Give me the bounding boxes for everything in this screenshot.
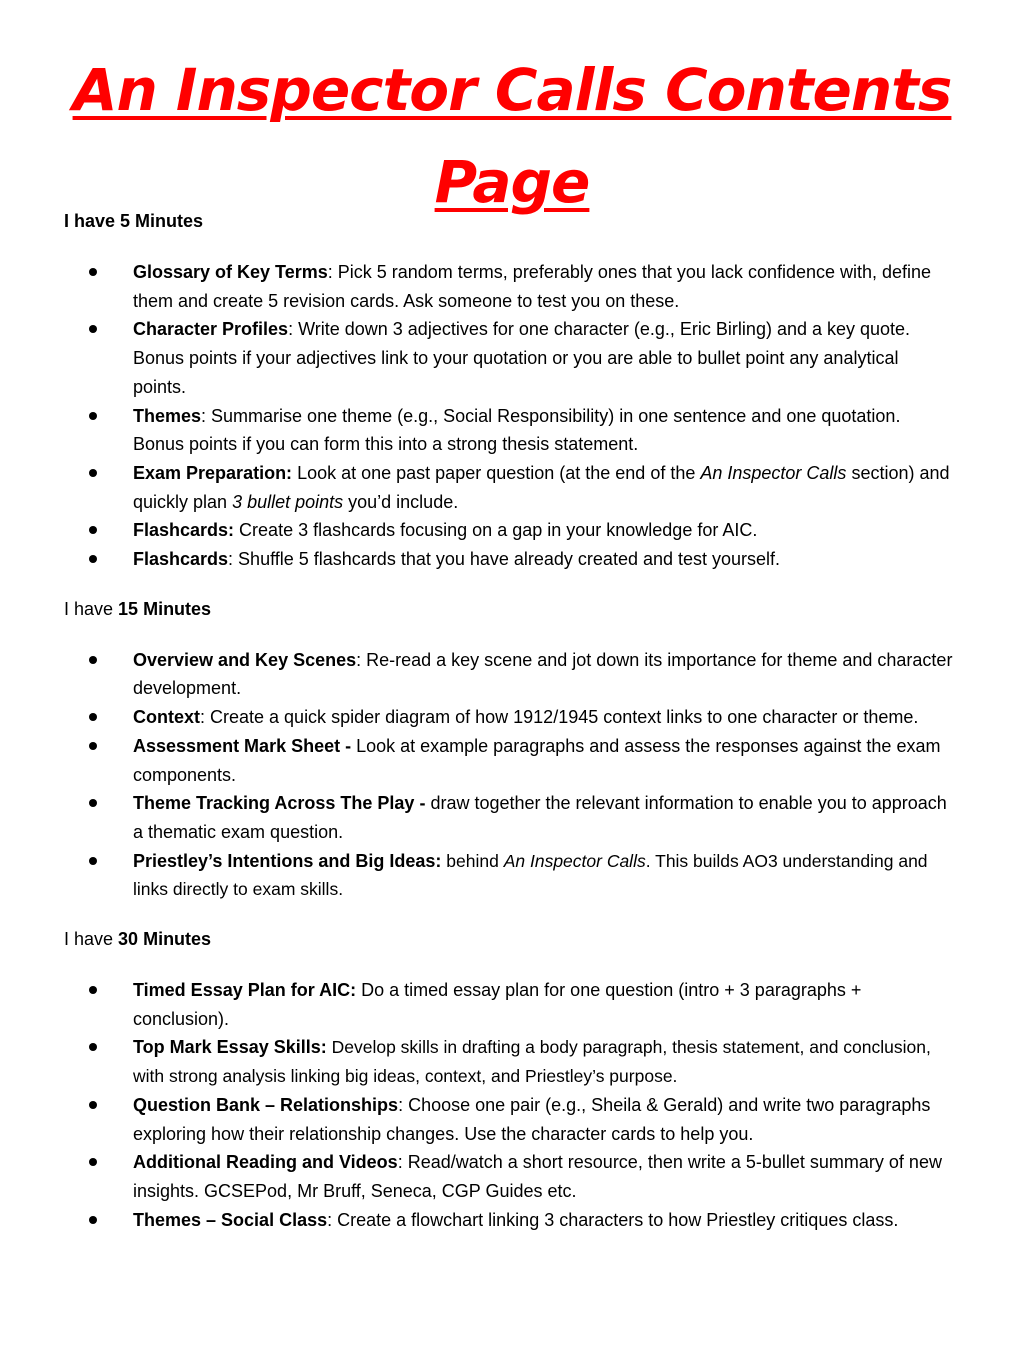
section-heading-30-minutes: [64, 926, 960, 952]
list-item: [64, 976, 960, 1033]
item-text: Create 3 flashcards focusing on a gap in your knowledge for AIC.: [234, 520, 758, 541]
list-item: [64, 402, 960, 459]
item-title: Timed Essay Plan for AIC:: [133, 980, 357, 1001]
item-text: : Read/watch a short resource, then write a 5-bullet summary of new insights. GCSEPod, Mr Bruff, Seneca, CGP Guides etc.: [133, 1152, 942, 1201]
list-item: [64, 315, 960, 401]
list-item: [64, 1206, 960, 1235]
item-italic: 3 bullet points: [232, 491, 344, 512]
list-item: [64, 1148, 960, 1205]
item-text: behind: [441, 850, 504, 871]
item-text: Look at one past paper question (at the end of the: [292, 462, 701, 483]
item-title: Exam Preparation:: [133, 462, 293, 483]
item-text: : Re-read a key scene and jot down its importance for theme and character development.: [133, 649, 953, 699]
item-title: Additional Reading and Videos: [133, 1152, 398, 1173]
item-title: Question Bank – Relationships: [133, 1094, 399, 1115]
item-italic: An Inspector Calls: [700, 462, 847, 483]
item-text: : Choose one pair (e.g., Sheila & Gerald) and write two paragraphs exploring how their relationship changes. Use the character cards to help you.: [133, 1094, 931, 1144]
heading-prefix: I have: [64, 598, 119, 619]
item-title: Glossary of Key Terms: [133, 262, 328, 282]
list-item: [64, 1091, 960, 1148]
list-30-minutes: [64, 976, 960, 1234]
item-title: Priestley’s Intentions and Big Ideas:: [133, 850, 442, 871]
list-item: [64, 703, 960, 732]
item-text: : Shuffle 5 flashcards that you have already created and test yourself.: [228, 549, 781, 570]
item-title: Top Mark Essay Skills:: [133, 1037, 327, 1058]
item-text: Look at example paragraphs and assess the responses against the exam components.: [133, 735, 941, 785]
item-text: draw together the relevant information to enable you to approach a thematic exam question.: [133, 793, 947, 842]
heading-bold: I have 5 Minutes: [64, 211, 204, 231]
item-title: Character Profiles: [133, 319, 289, 340]
item-title: Flashcards:: [133, 520, 235, 541]
item-title: Flashcards: [133, 549, 229, 570]
heading-bold: 15 Minutes: [118, 598, 212, 619]
list-5-minutes: [64, 258, 960, 574]
list-item: [64, 646, 960, 703]
item-title: Overview and Key Scenes: [133, 649, 357, 670]
item-title: Assessment Mark Sheet -: [133, 735, 352, 756]
heading-bold: 30 Minutes: [118, 929, 212, 950]
item-text: you’d include.: [343, 491, 459, 512]
heading-prefix: I have: [64, 929, 119, 950]
item-text: Develop skills in drafting a body paragraph, thesis statement, and conclusion, with strong analysis linking big ideas, context, and Priestley’s purpose.: [133, 1037, 931, 1087]
list-15-minutes: [64, 646, 960, 904]
list-item: [64, 258, 960, 315]
list-item: [64, 789, 960, 846]
list-item: [64, 732, 960, 789]
item-text: : Pick 5 random terms, preferably ones that you lack confidence with, define them and create 5 revision cards. Ask someone to test you on these.: [133, 262, 932, 311]
item-text: . This builds AO3 understanding and links directly to exam skills.: [133, 850, 928, 900]
list-item: [64, 1033, 960, 1090]
item-title: Context: [133, 707, 200, 728]
page-title: An Inspector Calls Contents Page: [72, 56, 952, 216]
item-text: : Create a flowchart linking 3 characters to how Priestley critiques class.: [327, 1209, 899, 1230]
item-text: : Write down 3 adjectives for one character (e.g., Eric Birling) and a key quote. Bonus points if your adjectives link to your quotation or you are able to bullet point any analytical points.: [133, 319, 911, 397]
section-heading-15-minutes: [64, 596, 960, 622]
list-item: [64, 847, 960, 904]
list-item: [64, 545, 960, 574]
item-text: : Summarise one theme (e.g., Social Responsibility) in one sentence and one quotation. Bonus points if you can form this into a strong thesis statement.: [133, 405, 901, 455]
item-text: : Create a quick spider diagram of how 1912/1945 context links to one character or theme.: [200, 707, 919, 728]
item-text: Do a timed essay plan for one question (intro + 3 paragraphs + conclusion).: [133, 980, 862, 1029]
item-italic: An Inspector Calls: [503, 850, 646, 871]
list-item: [64, 516, 960, 545]
item-title: Themes – Social Class: [133, 1209, 328, 1230]
list-item: [64, 459, 960, 516]
item-text: section) and quickly plan: [133, 462, 950, 512]
item-title: Theme Tracking Across The Play -: [133, 793, 426, 814]
item-title: Themes: [133, 405, 202, 426]
